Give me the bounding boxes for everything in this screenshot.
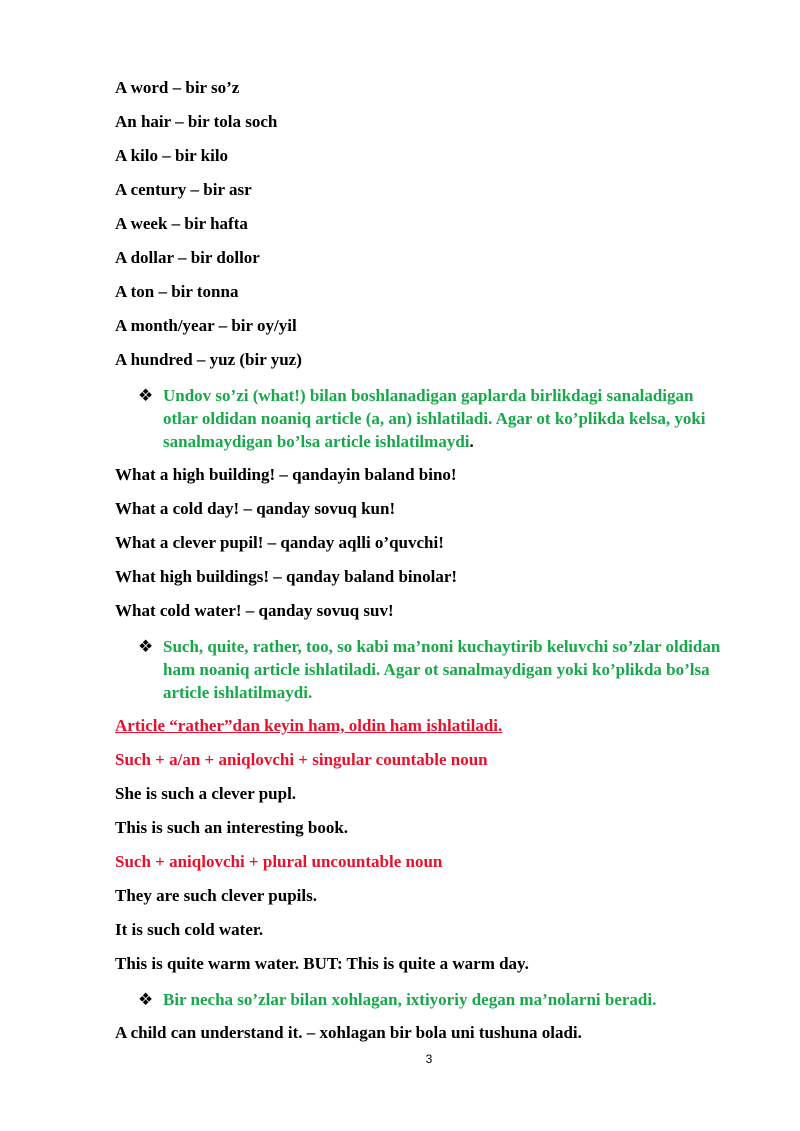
vocab-line: A week – bir hafta <box>115 214 248 233</box>
example-line: This is quite warm water. BUT: This is quite a warm day. <box>115 954 529 973</box>
bullet-note-such <box>115 635 725 704</box>
rule-such-plural: Such + aniqlovchi + plural uncountable noun <box>115 852 443 871</box>
vocab-line: A century – bir asr <box>115 180 252 199</box>
bullet-note-text: Bir necha so’zlar bilan xohlagan, ixtiyoriy degan ma’nolarni beradi. <box>163 990 657 1009</box>
document-body <box>115 77 725 1056</box>
rule-such-singular: Such + a/an + aniqlovchi + singular countable noun <box>115 750 488 769</box>
vocab-line: A month/year – bir oy/yil <box>115 316 297 335</box>
bullet-note-meaning <box>115 988 725 1011</box>
diamond-bullet-icon: ❖ <box>138 990 154 1009</box>
rule-rather: Article “rather”dan keyin ham, oldin ham ishlatiladi. <box>115 716 503 735</box>
vocab-line: A word – bir so’z <box>115 78 240 97</box>
example-line: It is such cold water. <box>115 920 264 939</box>
example-line: What high buildings! – qanday baland binolar! <box>115 567 458 586</box>
bullet-note-period: . <box>469 432 474 451</box>
example-line: What a clever pupil! – qanday aqlli o’quvchi! <box>115 533 444 552</box>
example-line: What a high building! – qandayin baland bino! <box>115 465 457 484</box>
example-line: They are such clever pupils. <box>115 886 317 905</box>
bullet-note-text: Undov so’zi (what!) bilan boshlanadigan gaplarda birlikdagi sanaladigan otlar oldidan noaniq article (a, an) ishlatiladi. Agar ot ko’plikda kelsa, yoki sanalmaydigan bo’lsa article ishlatilmaydi <box>163 386 706 451</box>
diamond-bullet-icon: ❖ <box>138 637 154 656</box>
vocab-line: An hair – bir tola soch <box>115 112 278 131</box>
example-line: What cold water! – qanday sovuq suv! <box>115 601 394 620</box>
example-line: What a cold day! – qanday sovuq kun! <box>115 499 396 518</box>
vocab-line: A kilo – bir kilo <box>115 146 229 165</box>
example-line: A child can understand it. – xohlagan bir bola uni tushuna oladi. <box>115 1023 582 1042</box>
vocab-line: A dollar – bir dollor <box>115 248 260 267</box>
bullet-note-text: Such, quite, rather, too, so kabi ma’noni kuchaytirib keluvchi so’zlar oldidan ham noaniq article ishlatiladi. Agar ot sanalmaydigan yoki ko’plikda bo’lsa article ishlatilmaydi. <box>163 637 721 702</box>
vocab-line: A ton – bir tonna <box>115 282 239 301</box>
bullet-note-what <box>115 384 725 453</box>
vocab-line: A hundred – yuz (bir yuz) <box>115 350 302 369</box>
page-number: 3 <box>425 1052 433 1066</box>
example-line: This is such an interesting book. <box>115 818 349 837</box>
example-line: She is such a clever pupl. <box>115 784 297 803</box>
diamond-bullet-icon: ❖ <box>138 386 154 405</box>
